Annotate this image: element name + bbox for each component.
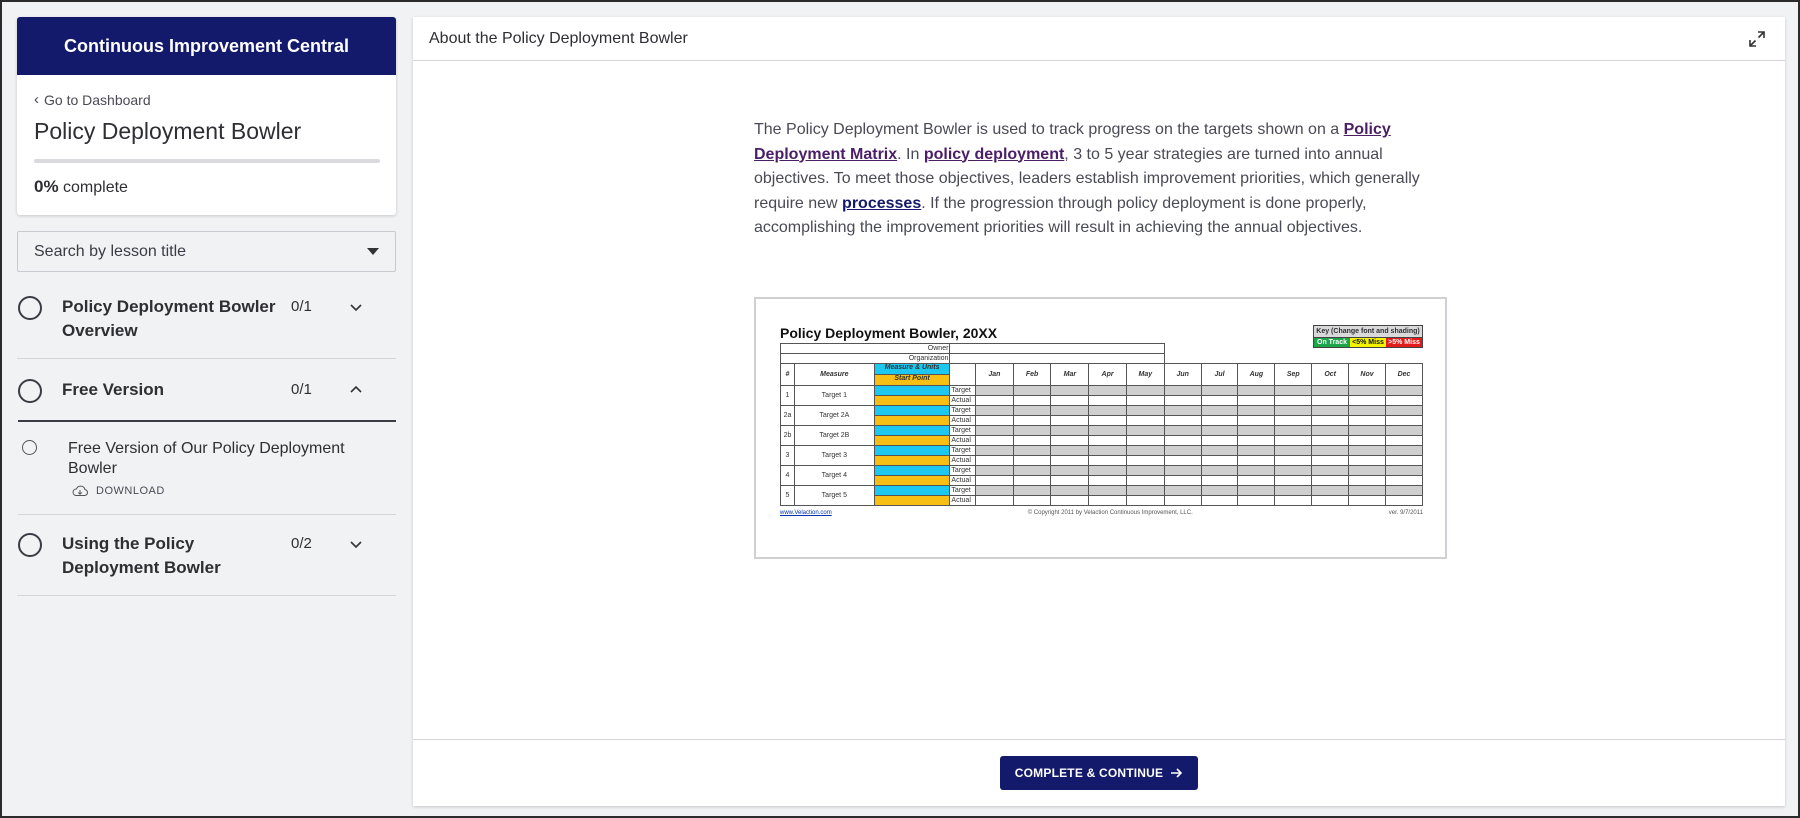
actual-cell xyxy=(1201,496,1238,506)
sidebar xyxy=(17,17,396,596)
row-units xyxy=(874,466,950,476)
actual-cell xyxy=(1312,456,1349,466)
actual-cell xyxy=(1164,456,1201,466)
chapter-status-circle-icon xyxy=(18,296,42,320)
target-cell xyxy=(1013,386,1051,396)
course-title: Policy Deployment Bowler xyxy=(34,118,302,144)
text-segment: , 3 to 5 year strategies are turned into annual objectives. To meet those objectives, leaders establish improvement priorities, which generally require new xyxy=(754,145,1420,212)
actual-cell xyxy=(1201,436,1238,446)
actual-cell xyxy=(1051,396,1089,406)
school-name[interactable]: Continuous Improvement Central xyxy=(17,17,396,75)
col-month: Jan xyxy=(975,364,1013,386)
actual-cell xyxy=(1275,496,1312,506)
target-cell xyxy=(975,406,1013,416)
row-measure: Target 4 xyxy=(794,466,874,486)
actual-cell xyxy=(1126,456,1164,466)
actual-cell xyxy=(1051,496,1089,506)
lesson-title[interactable]: Free Version of Our Policy Deployment Bowler xyxy=(68,440,345,477)
cta-label: COMPLETE & CONTINUE xyxy=(1014,766,1164,780)
row-units xyxy=(874,446,950,456)
actual-cell xyxy=(1312,396,1349,406)
actual-cell xyxy=(1349,396,1386,406)
row-units xyxy=(874,386,950,396)
row-measure: Target 2A xyxy=(794,406,874,426)
target-cell xyxy=(1126,486,1164,496)
actual-cell xyxy=(1126,416,1164,426)
actual-cell xyxy=(1013,456,1051,466)
key-less-5: <5% Miss xyxy=(1350,337,1386,347)
actual-cell xyxy=(1238,456,1275,466)
actual-cell xyxy=(1164,476,1201,486)
target-cell xyxy=(1013,486,1051,496)
row-start xyxy=(874,436,950,446)
go-to-dashboard-link[interactable] xyxy=(34,91,380,108)
col-num: # xyxy=(781,364,795,386)
policy-deployment-link[interactable]: policy deployment xyxy=(923,145,1065,163)
chapter-overview xyxy=(17,272,396,359)
row-start xyxy=(874,416,950,426)
expand-icon[interactable] xyxy=(1747,29,1767,49)
actual-cell xyxy=(1089,436,1127,446)
target-cell xyxy=(1164,446,1201,456)
row-num: 2a xyxy=(781,406,795,426)
row-start xyxy=(874,456,950,466)
chapter-header[interactable] xyxy=(18,532,396,580)
target-cell xyxy=(1349,486,1386,496)
actual-cell xyxy=(1385,436,1422,446)
actual-cell xyxy=(1275,476,1312,486)
actual-cell xyxy=(1201,476,1238,486)
chapter-count: 0/1 xyxy=(291,381,312,398)
lesson-text xyxy=(754,118,1454,241)
row-actual-label: Actual xyxy=(950,496,976,506)
key-on-track: On Track xyxy=(1314,337,1350,347)
target-cell xyxy=(1349,446,1386,456)
row-target-label: Target xyxy=(950,486,976,496)
chevron-down-icon[interactable] xyxy=(341,532,371,556)
text-segment: . In xyxy=(897,145,924,163)
actual-cell xyxy=(1051,456,1089,466)
progress-bar xyxy=(34,159,380,163)
target-cell xyxy=(1089,446,1127,456)
progress-label xyxy=(34,177,380,197)
chevron-down-icon[interactable] xyxy=(341,295,371,319)
row-actual-label: Actual xyxy=(950,396,976,406)
actual-cell xyxy=(975,496,1013,506)
target-cell xyxy=(1238,426,1275,436)
row-target-label: Target xyxy=(950,386,976,396)
lesson-status-circle-icon xyxy=(22,440,37,455)
row-num: 2b xyxy=(781,426,795,446)
actual-cell xyxy=(1238,436,1275,446)
actual-cell xyxy=(1089,396,1127,406)
chapter-header[interactable] xyxy=(18,295,396,343)
bowler-grid xyxy=(780,343,1423,506)
target-cell xyxy=(1051,386,1089,396)
col-measure: Measure xyxy=(794,364,874,386)
lesson-type xyxy=(71,485,396,497)
actual-cell xyxy=(1013,476,1051,486)
target-cell xyxy=(1312,406,1349,416)
target-cell xyxy=(1275,386,1312,396)
target-cell xyxy=(1201,386,1238,396)
actual-cell xyxy=(1385,476,1422,486)
bowler-footer xyxy=(780,510,1423,516)
col-month: Nov xyxy=(1349,364,1386,386)
target-cell xyxy=(1126,386,1164,396)
actual-cell xyxy=(1201,416,1238,426)
cloud-download-icon xyxy=(71,485,89,497)
complete-and-continue-button[interactable] xyxy=(1000,756,1198,790)
target-cell xyxy=(1275,486,1312,496)
actual-cell xyxy=(1089,416,1127,426)
bowler-key xyxy=(1313,325,1423,348)
bowler-sheet xyxy=(780,325,1423,516)
chapter-free-version xyxy=(17,359,396,515)
target-cell xyxy=(975,466,1013,476)
target-cell xyxy=(1349,426,1386,436)
target-cell xyxy=(1349,466,1386,476)
col-month: Feb xyxy=(1013,364,1051,386)
row-target-label: Target xyxy=(950,406,976,416)
target-cell xyxy=(1013,466,1051,476)
target-cell xyxy=(1238,386,1275,396)
actual-cell xyxy=(1013,436,1051,446)
actual-cell xyxy=(1312,436,1349,446)
row-measure: Target 5 xyxy=(794,486,874,506)
actual-cell xyxy=(1385,396,1422,406)
key-title: Key (Change font and shading) xyxy=(1314,326,1422,337)
col-month: Mar xyxy=(1051,364,1089,386)
lesson-panel xyxy=(413,17,1785,806)
actual-cell xyxy=(1051,476,1089,486)
target-cell xyxy=(1164,426,1201,436)
row-target-label: Target xyxy=(950,446,976,456)
target-cell xyxy=(1013,406,1051,416)
actual-cell xyxy=(1013,416,1051,426)
row-units xyxy=(874,486,950,496)
actual-cell xyxy=(1089,456,1127,466)
target-cell xyxy=(1238,486,1275,496)
chapter-title: Free Version xyxy=(62,380,165,399)
target-cell xyxy=(1201,406,1238,416)
target-cell xyxy=(1349,406,1386,416)
actual-cell xyxy=(1126,476,1164,486)
caret-down-icon xyxy=(367,248,379,255)
actual-cell xyxy=(1312,476,1349,486)
col-month: Jul xyxy=(1201,364,1238,386)
actual-cell xyxy=(1385,496,1422,506)
target-cell xyxy=(1385,486,1422,496)
target-cell xyxy=(1312,386,1349,396)
lesson-header-title: About the Policy Deployment Bowler xyxy=(429,29,688,47)
text-segment: The Policy Deployment Bowler is used to track progress on the targets shown on a xyxy=(754,121,1344,138)
actual-cell xyxy=(1051,436,1089,446)
target-cell xyxy=(1312,466,1349,476)
row-target-label: Target xyxy=(950,426,976,436)
col-month: Oct xyxy=(1312,364,1349,386)
row-target-label: Target xyxy=(950,466,976,476)
actual-cell xyxy=(1349,476,1386,486)
col-month: Sep xyxy=(1275,364,1312,386)
target-cell xyxy=(1275,466,1312,476)
actual-cell xyxy=(1312,416,1349,426)
target-cell xyxy=(1126,466,1164,476)
actual-cell xyxy=(975,416,1013,426)
target-cell xyxy=(975,426,1013,436)
actual-cell xyxy=(1275,456,1312,466)
chapter-using xyxy=(17,515,396,596)
actual-cell xyxy=(975,436,1013,446)
row-start xyxy=(874,496,950,506)
actual-cell xyxy=(1089,476,1127,486)
target-cell xyxy=(1089,406,1127,416)
course-card xyxy=(17,17,396,215)
org-value xyxy=(950,354,1164,364)
col-month: Aug xyxy=(1238,364,1275,386)
target-cell xyxy=(1275,446,1312,456)
chapter-header[interactable] xyxy=(18,378,396,420)
target-cell xyxy=(1164,486,1201,496)
bowler-image xyxy=(754,297,1447,559)
progress-suffix: complete xyxy=(63,179,128,196)
actual-cell xyxy=(1312,496,1349,506)
actual-cell xyxy=(975,396,1013,406)
row-actual-label: Actual xyxy=(950,456,976,466)
target-cell xyxy=(1238,406,1275,416)
lesson-search-dropdown[interactable] xyxy=(17,231,396,272)
bowler-title: Policy Deployment Bowler, 20XX xyxy=(780,325,998,341)
target-cell xyxy=(1201,486,1238,496)
col-month: Apr xyxy=(1089,364,1127,386)
actual-cell xyxy=(1238,476,1275,486)
col-blank xyxy=(950,364,976,386)
row-actual-label: Actual xyxy=(950,436,976,446)
target-cell xyxy=(1385,406,1422,416)
target-cell xyxy=(1312,446,1349,456)
target-cell xyxy=(1238,446,1275,456)
owner-label: Owner xyxy=(781,344,950,354)
target-cell xyxy=(975,446,1013,456)
target-cell xyxy=(1051,406,1089,416)
target-cell xyxy=(1312,486,1349,496)
actual-cell xyxy=(1238,416,1275,426)
target-cell xyxy=(1051,446,1089,456)
target-cell xyxy=(1349,386,1386,396)
row-measure: Target 1 xyxy=(794,386,874,406)
chevron-left-icon: ‹ xyxy=(34,91,39,108)
target-cell xyxy=(1089,466,1127,476)
target-cell xyxy=(1013,426,1051,436)
org-label: Organization xyxy=(781,354,950,364)
actual-cell xyxy=(975,476,1013,486)
target-cell xyxy=(1051,426,1089,436)
actual-cell xyxy=(1385,456,1422,466)
chevron-up-icon[interactable] xyxy=(341,378,371,402)
processes-link[interactable]: processes xyxy=(842,194,922,212)
target-cell xyxy=(1164,466,1201,476)
target-cell xyxy=(1089,386,1127,396)
row-num: 5 xyxy=(781,486,795,506)
actual-cell xyxy=(1349,416,1386,426)
version: ver. 9/7/2011 xyxy=(1388,510,1423,516)
lesson-header xyxy=(413,17,1785,61)
chapter-title: Policy Deployment Bowler Overview xyxy=(62,297,276,340)
row-units xyxy=(874,426,950,436)
target-cell xyxy=(1164,386,1201,396)
chapter-count: 0/2 xyxy=(291,535,312,552)
actual-cell xyxy=(1349,436,1386,446)
text-segment: . If the progression through policy deployment is done properly, accomplishing the improvement priorities will result in achieving the annual objectives. xyxy=(754,194,1367,236)
actual-cell xyxy=(1164,416,1201,426)
actual-cell xyxy=(1164,496,1201,506)
target-cell xyxy=(1238,466,1275,476)
actual-cell xyxy=(1385,416,1422,426)
target-cell xyxy=(1385,386,1422,396)
lesson-item[interactable] xyxy=(18,420,396,515)
lesson-type-label: DOWNLOAD xyxy=(96,485,165,497)
back-label: Go to Dashboard xyxy=(44,91,151,108)
actual-cell xyxy=(1089,496,1127,506)
progress-percent: 0% xyxy=(34,177,59,196)
actual-cell xyxy=(1275,416,1312,426)
chapter-status-circle-icon xyxy=(18,533,42,557)
policy-deployment-matrix-link[interactable]: Policy Deployment Matrix xyxy=(754,121,1391,163)
target-cell xyxy=(1164,406,1201,416)
search-placeholder: Search by lesson title xyxy=(34,242,187,260)
target-cell xyxy=(1385,426,1422,436)
target-cell xyxy=(1051,466,1089,476)
row-actual-label: Actual xyxy=(950,416,976,426)
lesson-footer xyxy=(413,739,1785,806)
col-month: May xyxy=(1126,364,1164,386)
target-cell xyxy=(1126,446,1164,456)
row-units xyxy=(874,406,950,416)
chapter-title: Using the Policy Deployment Bowler xyxy=(62,534,221,577)
actual-cell xyxy=(1164,436,1201,446)
target-cell xyxy=(1126,426,1164,436)
actual-cell xyxy=(1201,396,1238,406)
arrow-right-icon xyxy=(1170,767,1183,779)
col-start: Start Point xyxy=(875,375,950,385)
target-cell xyxy=(975,486,1013,496)
target-cell xyxy=(1385,446,1422,456)
actual-cell xyxy=(1013,396,1051,406)
target-cell xyxy=(1089,426,1127,436)
target-cell xyxy=(1051,486,1089,496)
row-measure: Target 2B xyxy=(794,426,874,446)
actual-cell xyxy=(1126,436,1164,446)
row-start xyxy=(874,476,950,486)
row-start xyxy=(874,396,950,406)
actual-cell xyxy=(1164,396,1201,406)
chapter-status-circle-icon xyxy=(18,379,42,403)
row-num: 1 xyxy=(781,386,795,406)
target-cell xyxy=(1275,406,1312,416)
actual-cell xyxy=(1201,456,1238,466)
row-actual-label: Actual xyxy=(950,476,976,486)
actual-cell xyxy=(1126,396,1164,406)
target-cell xyxy=(1312,426,1349,436)
target-cell xyxy=(1201,426,1238,436)
actual-cell xyxy=(1238,496,1275,506)
col-units: Measure & Units xyxy=(875,364,950,375)
col-month: Dec xyxy=(1385,364,1422,386)
row-num: 3 xyxy=(781,446,795,466)
actual-cell xyxy=(1051,416,1089,426)
target-cell xyxy=(1013,446,1051,456)
target-cell xyxy=(1201,446,1238,456)
chapter-count: 0/1 xyxy=(291,298,312,315)
target-cell xyxy=(1201,466,1238,476)
key-more-5: >5% Miss xyxy=(1386,337,1422,347)
copyright: © Copyright 2011 by Velaction Continuous Improvement, LLC. xyxy=(1027,510,1193,516)
row-measure: Target 3 xyxy=(794,446,874,466)
row-num: 4 xyxy=(781,466,795,486)
actual-cell xyxy=(1275,436,1312,446)
actual-cell xyxy=(1126,496,1164,506)
actual-cell xyxy=(975,456,1013,466)
target-cell xyxy=(1126,406,1164,416)
actual-cell xyxy=(1349,456,1386,466)
target-cell xyxy=(1089,486,1127,496)
actual-cell xyxy=(1238,396,1275,406)
target-cell xyxy=(1275,426,1312,436)
actual-cell xyxy=(1349,496,1386,506)
actual-cell xyxy=(1013,496,1051,506)
velaction-link: www.Velaction.com xyxy=(780,510,832,516)
target-cell xyxy=(975,386,1013,396)
owner-value xyxy=(950,344,1164,354)
target-cell xyxy=(1385,466,1422,476)
col-month: Jun xyxy=(1164,364,1201,386)
actual-cell xyxy=(1275,396,1312,406)
